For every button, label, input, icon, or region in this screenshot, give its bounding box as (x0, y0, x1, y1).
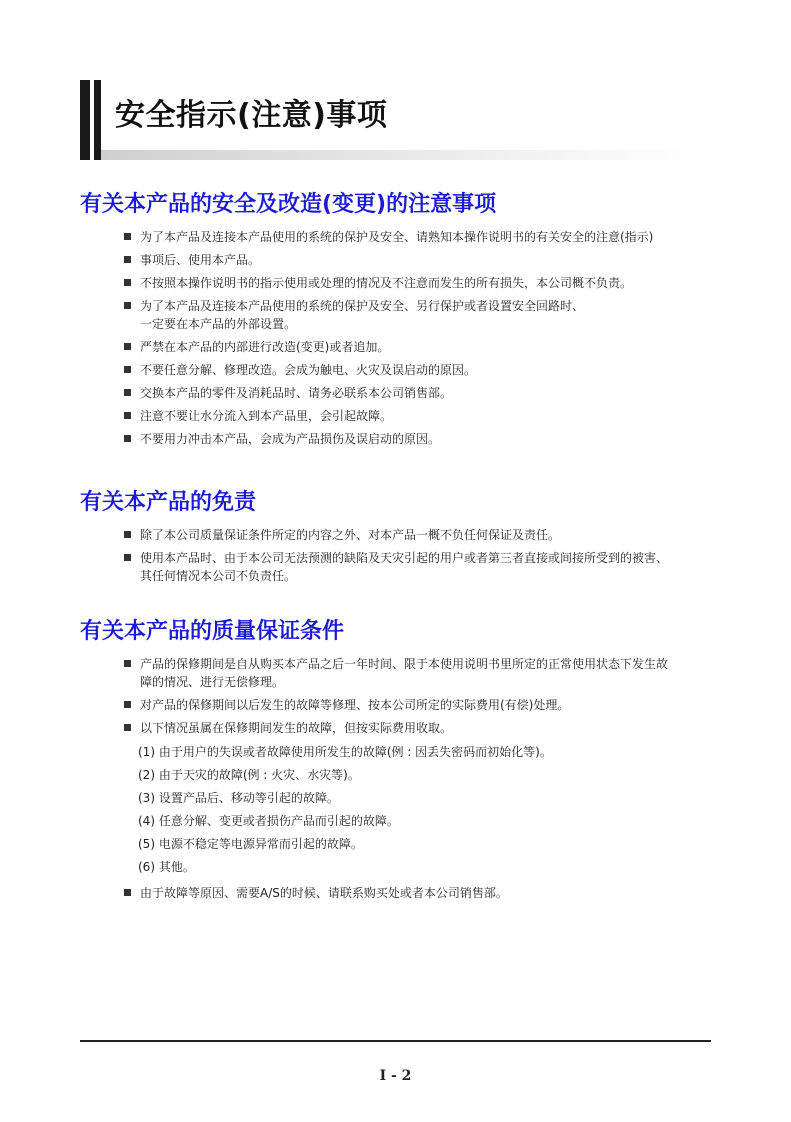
sub-list-item: (4) 任意分解、变更或者损伤产品而引起的故障。 (138, 814, 399, 828)
bullet-square-icon (124, 302, 131, 309)
sub-list-item: (3) 设置产品后、移动等引起的故障。 (138, 791, 339, 805)
title-underline-gradient (101, 150, 700, 160)
bullet-square-icon (124, 233, 131, 240)
list-item: 由于故障等原因、需要A/S的时候、请联系购买处或者本公司销售部。 (80, 884, 720, 902)
list-item: 严禁在本产品的内部进行改造(变更)或者追加。 (80, 338, 720, 356)
numbered-sub-list (80, 743, 720, 876)
sub-list-item: (1) 由于用户的失误或者故障使用所发生的故障(例 : 因丢失密码而初始化等)。 (138, 745, 552, 759)
bullet-square-icon (124, 389, 131, 396)
sub-list-item: (5) 电源不稳定等电源异常而引起的故障。 (138, 837, 363, 851)
bullet-square-icon (124, 366, 131, 373)
bullet-list (80, 526, 720, 585)
list-item: 交换本产品的零件及消耗品时、请务必联系本公司销售部。 (80, 384, 720, 402)
list-item: 除了本公司质量保证条件所定的内容之外、对本产品一概不负任何保证及责任。 (80, 526, 720, 544)
section-heading: 有关本产品的免责 (80, 490, 257, 515)
bullet-square-icon (124, 889, 131, 896)
bullet-list (80, 228, 720, 448)
sub-list-item: (6) 其他。 (138, 860, 195, 874)
list-item: 事项后、使用本产品。 (80, 251, 720, 269)
sub-list-item: (2) 由于天灾的故障(例 : 火灾、水灾等)。 (138, 768, 360, 782)
list-item: 对产品的保修期间以后发生的故障等修理、按本公司所定的实际费用(有偿)处理。 (80, 696, 720, 714)
bullet-square-icon (124, 435, 131, 442)
title-bar-thin (94, 80, 101, 160)
bullet-square-icon (124, 554, 131, 561)
bullet-square-icon (124, 724, 131, 731)
bullet-square-icon (124, 279, 131, 286)
bullet-square-icon (124, 256, 131, 263)
section-warranty-conditions (80, 614, 720, 907)
list-item: 产品的保修期间是自从购买本产品之后一年时间、限于本使用说明书里所定的正常使用状态下发生故 障的情况、进行无偿修理。 (80, 655, 720, 691)
page-number: I - 2 (379, 1068, 412, 1084)
list-item: 使用本产品时、由于本公司无法预测的缺陷及天灾引起的用户或者第三者直接或间接所受到的被害、 其任何情况本公司不负责任。 (80, 549, 720, 585)
title-bar-thick (80, 80, 90, 160)
bullet-list (80, 884, 720, 902)
page-title: 安全指示(注意)事项 (115, 98, 388, 133)
list-item: 不按照本操作说明书的指示使用或处理的情况及不注意而发生的所有损失，本公司概不负责。 (80, 274, 720, 292)
list-item: 不要任意分解、修理改造。会成为触电、火灾及误启动的原因。 (80, 361, 720, 379)
list-item: 以下情况虽属在保修期间发生的故障，但按实际费用收取。 (80, 719, 720, 737)
bullet-square-icon (124, 660, 131, 667)
bullet-square-icon (124, 701, 131, 708)
bullet-square-icon (124, 343, 131, 350)
bullet-square-icon (124, 412, 131, 419)
section-heading: 有关本产品的安全及改造(变更)的注意事项 (80, 192, 497, 217)
list-item: 不要用力冲击本产品，会成为产品损伤及误启动的原因。 (80, 430, 720, 448)
list-item: 为了本产品及连接本产品使用的系统的保护及安全、请熟知本操作说明书的有关安全的注意(指示) (80, 228, 720, 246)
section-heading: 有关本产品的质量保证条件 (80, 619, 345, 644)
bullet-list (80, 655, 720, 737)
footer-rule (80, 1040, 711, 1042)
section-safety-modification (80, 187, 720, 453)
list-item: 为了本产品及连接本产品使用的系统的保护及安全、另行保护或者设置安全回路时、 一定要在本产品的外部设置。 (80, 297, 720, 333)
section-disclaimer (80, 485, 720, 590)
list-item: 注意不要让水分流入到本产品里，会引起故障。 (80, 407, 720, 425)
page-title-block (80, 80, 700, 160)
bullet-square-icon (124, 531, 131, 538)
